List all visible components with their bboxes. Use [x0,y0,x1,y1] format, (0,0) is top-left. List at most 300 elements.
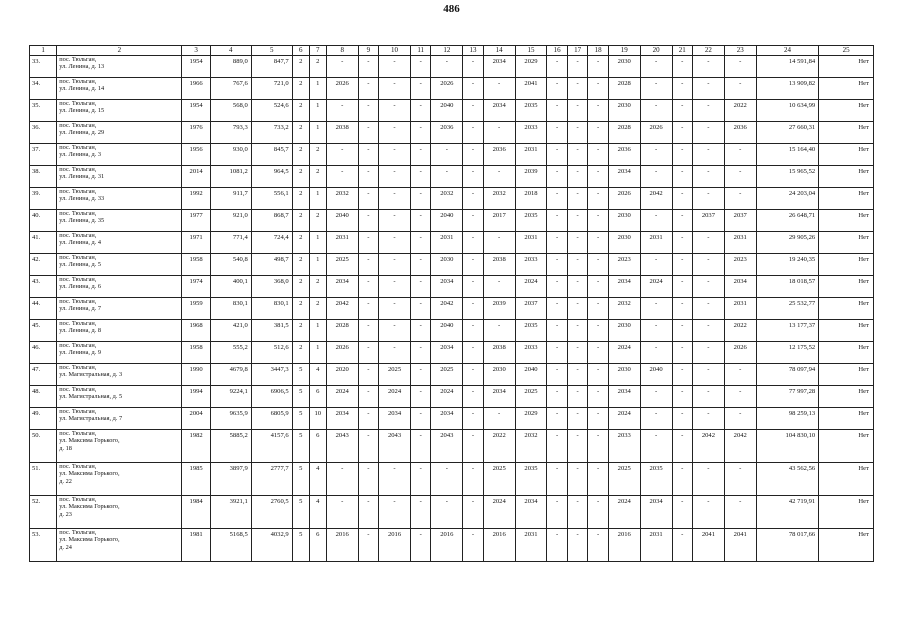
table-cell: 6 [309,430,326,463]
table-cell: 4 [309,364,326,386]
table-cell: - [692,364,724,386]
address-cell: пос. Тюльган, ул. Максима Горького, д. 18 [57,430,182,463]
table-cell: 2031 [515,232,547,254]
table-cell: - [410,320,430,342]
table-cell: 2 [292,210,309,232]
table-cell: - [326,496,358,529]
table-cell: 2029 [515,56,547,78]
table-cell: - [724,496,756,529]
table-cell: - [547,144,567,166]
table-cell: 498,7 [251,254,292,276]
table-cell: - [692,254,724,276]
table-cell: 2020 [326,364,358,386]
table-cell: - [358,320,378,342]
table-cell: - [463,100,483,122]
table-cell: Нет [819,276,874,298]
table-cell: 2018 [515,188,547,210]
table-cell: 2026 [431,78,463,100]
table-cell: 2 [292,232,309,254]
table-cell: 2026 [608,188,640,210]
table-cell: 2039 [483,298,515,320]
table-cell: - [692,386,724,408]
table-cell: 2034 [483,100,515,122]
table-cell: - [640,78,672,100]
table-row [30,78,874,100]
table-cell: 2040 [515,364,547,386]
header-cell: 17 [567,46,587,56]
address-cell: пос. Тюльган, ул. Ленина, д. 8 [57,320,182,342]
table-cell: 2031 [724,298,756,320]
table-cell: 1981 [182,529,210,562]
table-cell: Нет [819,188,874,210]
table-cell: 400,1 [210,276,251,298]
table-cell: Нет [819,56,874,78]
table-cell: 1 [309,188,326,210]
table-cell: 2031 [515,144,547,166]
table-cell: 1994 [182,386,210,408]
table-cell: 2 [309,276,326,298]
table-cell: - [547,529,567,562]
table-cell: - [358,56,378,78]
table-cell: 48. [30,386,57,408]
table-cell: 43. [30,276,57,298]
table-cell: 2 [292,56,309,78]
table-cell: - [463,408,483,430]
table-cell: - [379,122,411,144]
table-cell: 2017 [483,210,515,232]
table-cell: 2 [292,122,309,144]
table-cell: - [692,188,724,210]
table-cell: - [379,298,411,320]
table-cell: 2025 [515,386,547,408]
table-cell: 15 164,40 [756,144,819,166]
table-row [30,298,874,320]
header-cell: 7 [309,46,326,56]
table-cell: 2040 [326,210,358,232]
table-cell: - [358,144,378,166]
table-row [30,320,874,342]
table-cell: 368,0 [251,276,292,298]
table-cell: 2038 [326,122,358,144]
table-cell: 2024 [608,408,640,430]
table-cell: 2030 [608,210,640,232]
table-cell: - [410,144,430,166]
table-cell: - [410,188,430,210]
table-cell: - [463,364,483,386]
table-cell: 540,8 [210,254,251,276]
table-cell: 2024 [326,386,358,408]
address-cell: пос. Тюльган, ул. Ленина, д. 29 [57,122,182,144]
table-cell: - [431,463,463,496]
table-cell: Нет [819,210,874,232]
header-cell: 16 [547,46,567,56]
table-cell: 2036 [608,144,640,166]
table-cell: - [672,298,692,320]
table-cell: 25 532,77 [756,298,819,320]
table-cell: - [672,188,692,210]
header-cell: 18 [588,46,608,56]
table-cell: 1959 [182,298,210,320]
table-cell: 2034 [431,342,463,364]
table-cell: 2037 [692,210,724,232]
header-cell: 1 [30,46,57,56]
table-cell: - [567,210,587,232]
table-cell: 1954 [182,100,210,122]
table-cell: 5 [292,496,309,529]
table-cell: 53. [30,529,57,562]
table-cell: - [410,386,430,408]
table-cell: 14 591,84 [756,56,819,78]
table-cell: 421,0 [210,320,251,342]
table-cell: 830,1 [251,298,292,320]
table-cell: - [358,188,378,210]
table-cell: - [431,56,463,78]
table-cell: 2022 [724,100,756,122]
table-cell: - [463,320,483,342]
table-cell: - [431,144,463,166]
table-cell: - [672,496,692,529]
table-cell: 2031 [326,232,358,254]
table-cell: 51. [30,463,57,496]
table-cell: - [640,408,672,430]
table-cell: - [431,496,463,529]
table-cell: - [692,232,724,254]
table-cell: - [463,496,483,529]
table-cell: - [567,463,587,496]
header-cell: 14 [483,46,515,56]
table-cell: Нет [819,342,874,364]
table-cell: - [640,298,672,320]
table-cell: 2030 [608,364,640,386]
table-cell: - [692,56,724,78]
table-cell: - [326,166,358,188]
table-cell: - [463,78,483,100]
table-cell: - [379,276,411,298]
table-cell: 2042 [640,188,672,210]
table-row [30,122,874,144]
table-cell: - [588,122,608,144]
table-cell: 2042 [692,430,724,463]
table-cell: - [463,342,483,364]
table-cell: 2022 [483,430,515,463]
address-cell: пос. Тюльган, ул. Ленина, д. 5 [57,254,182,276]
table-cell: 2041 [692,529,724,562]
table-cell: 5 [292,386,309,408]
table-cell: 2028 [608,122,640,144]
table-cell: Нет [819,100,874,122]
table-cell: 2035 [515,320,547,342]
table-cell: 921,0 [210,210,251,232]
table-cell: 2022 [724,320,756,342]
table-cell: 2034 [608,166,640,188]
table-cell: 2035 [515,100,547,122]
table-cell: - [567,276,587,298]
table-cell: - [672,166,692,188]
header-cell: 5 [251,46,292,56]
table-cell: - [483,122,515,144]
table-cell: 1985 [182,463,210,496]
table-cell: 1990 [182,364,210,386]
table-cell: - [672,144,692,166]
table-cell: - [672,232,692,254]
table-cell: - [672,430,692,463]
table-cell: - [358,386,378,408]
table-cell: 2040 [431,210,463,232]
table-cell: 6805,9 [251,408,292,430]
address-cell: пос. Тюльган, ул. Магистральная, д. 5 [57,386,182,408]
table-cell: 40. [30,210,57,232]
table-cell: - [588,364,608,386]
table-cell: - [358,210,378,232]
table-cell: - [547,364,567,386]
table-cell: - [358,276,378,298]
table-cell: 2024 [515,276,547,298]
table-cell: 1 [309,122,326,144]
table-cell: - [410,122,430,144]
table-cell: Нет [819,463,874,496]
table-cell: - [483,232,515,254]
table-cell: - [547,254,567,276]
table-cell: - [379,463,411,496]
table-cell: 2031 [515,529,547,562]
table-cell: - [463,166,483,188]
table-cell: 5 [292,364,309,386]
table-cell: - [640,386,672,408]
table-cell: - [588,144,608,166]
table-cell: 1984 [182,496,210,529]
table-cell: - [588,529,608,562]
header-cell: 20 [640,46,672,56]
table-cell: Нет [819,232,874,254]
table-cell: 2034 [483,56,515,78]
table-cell: 18 018,57 [756,276,819,298]
table-cell: - [410,430,430,463]
table-cell: - [547,386,567,408]
table-cell: 2033 [515,122,547,144]
table-cell: - [672,210,692,232]
header-cell: 9 [358,46,378,56]
table-cell: - [672,386,692,408]
table-cell: - [640,56,672,78]
header-cell: 11 [410,46,430,56]
table-cell: 1 [309,342,326,364]
table-cell: 2030 [608,232,640,254]
table-cell: 3447,3 [251,364,292,386]
table-cell: - [724,408,756,430]
table-cell: 6906,5 [251,386,292,408]
header-cell: 4 [210,46,251,56]
table-cell: - [463,430,483,463]
table-cell: - [463,254,483,276]
capital-repair-table [29,45,874,562]
header-cell: 25 [819,46,874,56]
table-cell: 24 203,04 [756,188,819,210]
address-cell: пос. Тюльган, ул. Ленина, д. 31 [57,166,182,188]
table-row [30,430,874,463]
table-cell: - [692,298,724,320]
table-cell: 2042 [431,298,463,320]
table-cell: 2034 [640,496,672,529]
table-cell: 911,7 [210,188,251,210]
table-cell: - [567,430,587,463]
table-cell: 2 [309,298,326,320]
table-cell: Нет [819,529,874,562]
table-cell: - [672,408,692,430]
table-cell: - [326,463,358,496]
header-cell: 19 [608,46,640,56]
table-cell: 1974 [182,276,210,298]
table-cell: 868,7 [251,210,292,232]
table-cell: - [567,144,587,166]
table-cell: 733,2 [251,122,292,144]
table-cell: - [358,122,378,144]
table-cell: 2 [292,320,309,342]
table-cell: 1977 [182,210,210,232]
table-row [30,276,874,298]
address-cell: пос. Тюльган, ул. Ленина, д. 14 [57,78,182,100]
table-cell: 724,4 [251,232,292,254]
table-cell: 1081,2 [210,166,251,188]
table-cell: - [567,386,587,408]
table-cell: - [483,78,515,100]
table-cell: - [692,463,724,496]
table-cell: 2035 [640,463,672,496]
table-cell: 2016 [431,529,463,562]
table-cell: - [567,78,587,100]
table-cell: - [724,78,756,100]
table-cell: 2023 [724,254,756,276]
table-cell: 1958 [182,342,210,364]
table-cell: - [588,496,608,529]
table-cell: 556,1 [251,188,292,210]
table-cell: 2034 [379,408,411,430]
table-cell: 2025 [379,364,411,386]
table-cell: 568,0 [210,100,251,122]
table-cell: 2016 [379,529,411,562]
table-cell: - [463,232,483,254]
table-cell: - [547,210,567,232]
table-cell: 4679,8 [210,364,251,386]
table-cell: - [692,78,724,100]
table-cell: 2025 [431,364,463,386]
table-cell: - [547,232,567,254]
table-cell: - [672,342,692,364]
table-cell: - [379,320,411,342]
table-cell: - [463,188,483,210]
table-cell: - [672,529,692,562]
table-cell: - [692,144,724,166]
table-cell: 12 175,52 [756,342,819,364]
table-cell: - [326,144,358,166]
table-cell: Нет [819,122,874,144]
table-cell: - [567,342,587,364]
table-cell: - [379,78,411,100]
table-cell: - [567,364,587,386]
table-cell: - [483,408,515,430]
table-cell: 889,0 [210,56,251,78]
table-cell: 10 634,99 [756,100,819,122]
table-cell: 2016 [326,529,358,562]
table-cell: 830,1 [210,298,251,320]
table-cell: - [358,100,378,122]
table-cell: - [567,496,587,529]
table-cell: - [379,496,411,529]
table-cell: 721,0 [251,78,292,100]
table-cell: - [588,386,608,408]
table-cell: 5168,5 [210,529,251,562]
table-cell: 1 [309,320,326,342]
table-cell: 2034 [326,276,358,298]
header-cell: 10 [379,46,411,56]
table-cell: - [410,463,430,496]
table-cell: - [588,254,608,276]
table-cell: Нет [819,320,874,342]
table-cell: 4 [309,496,326,529]
table-cell: - [379,188,411,210]
table-cell: 2777,7 [251,463,292,496]
table-cell: 43 562,56 [756,463,819,496]
table-cell: - [672,463,692,496]
table-cell: 2043 [326,430,358,463]
table-cell: - [463,144,483,166]
table-cell: 2028 [326,320,358,342]
table-cell: - [410,342,430,364]
table-cell: 845,7 [251,144,292,166]
table-cell: - [463,298,483,320]
table-cell: - [672,276,692,298]
table-cell: 2030 [483,364,515,386]
table-cell: 2025 [326,254,358,276]
table-cell: - [326,100,358,122]
table-cell: - [724,386,756,408]
table-row [30,56,874,78]
table-cell: - [410,276,430,298]
table-cell: 767,6 [210,78,251,100]
table-cell: 2014 [182,166,210,188]
table-cell: 46. [30,342,57,364]
table-cell: 2034 [608,276,640,298]
table-cell: - [547,496,567,529]
table-cell: 1 [309,78,326,100]
table-cell: 2033 [515,342,547,364]
table-cell: 42 719,91 [756,496,819,529]
table-cell: - [724,144,756,166]
table-cell: - [640,254,672,276]
table-cell: 1 [309,254,326,276]
table-cell: 381,5 [251,320,292,342]
table-cell: 13 177,37 [756,320,819,342]
table-cell: 1982 [182,430,210,463]
table-cell: - [547,78,567,100]
table-cell: - [588,320,608,342]
table-cell: 2031 [431,232,463,254]
table-cell: 2034 [483,386,515,408]
table-cell: 1 [309,232,326,254]
table-cell: 2 [292,166,309,188]
table-cell: - [379,166,411,188]
header-cell: 6 [292,46,309,56]
table-cell: 2 [292,298,309,320]
table-cell: - [379,210,411,232]
table-row [30,188,874,210]
table-cell: - [588,342,608,364]
table-cell: 2026 [640,122,672,144]
table-cell: 771,4 [210,232,251,254]
table-cell: 2030 [608,56,640,78]
table-row [30,364,874,386]
table-cell: 555,2 [210,342,251,364]
table-cell: - [358,463,378,496]
